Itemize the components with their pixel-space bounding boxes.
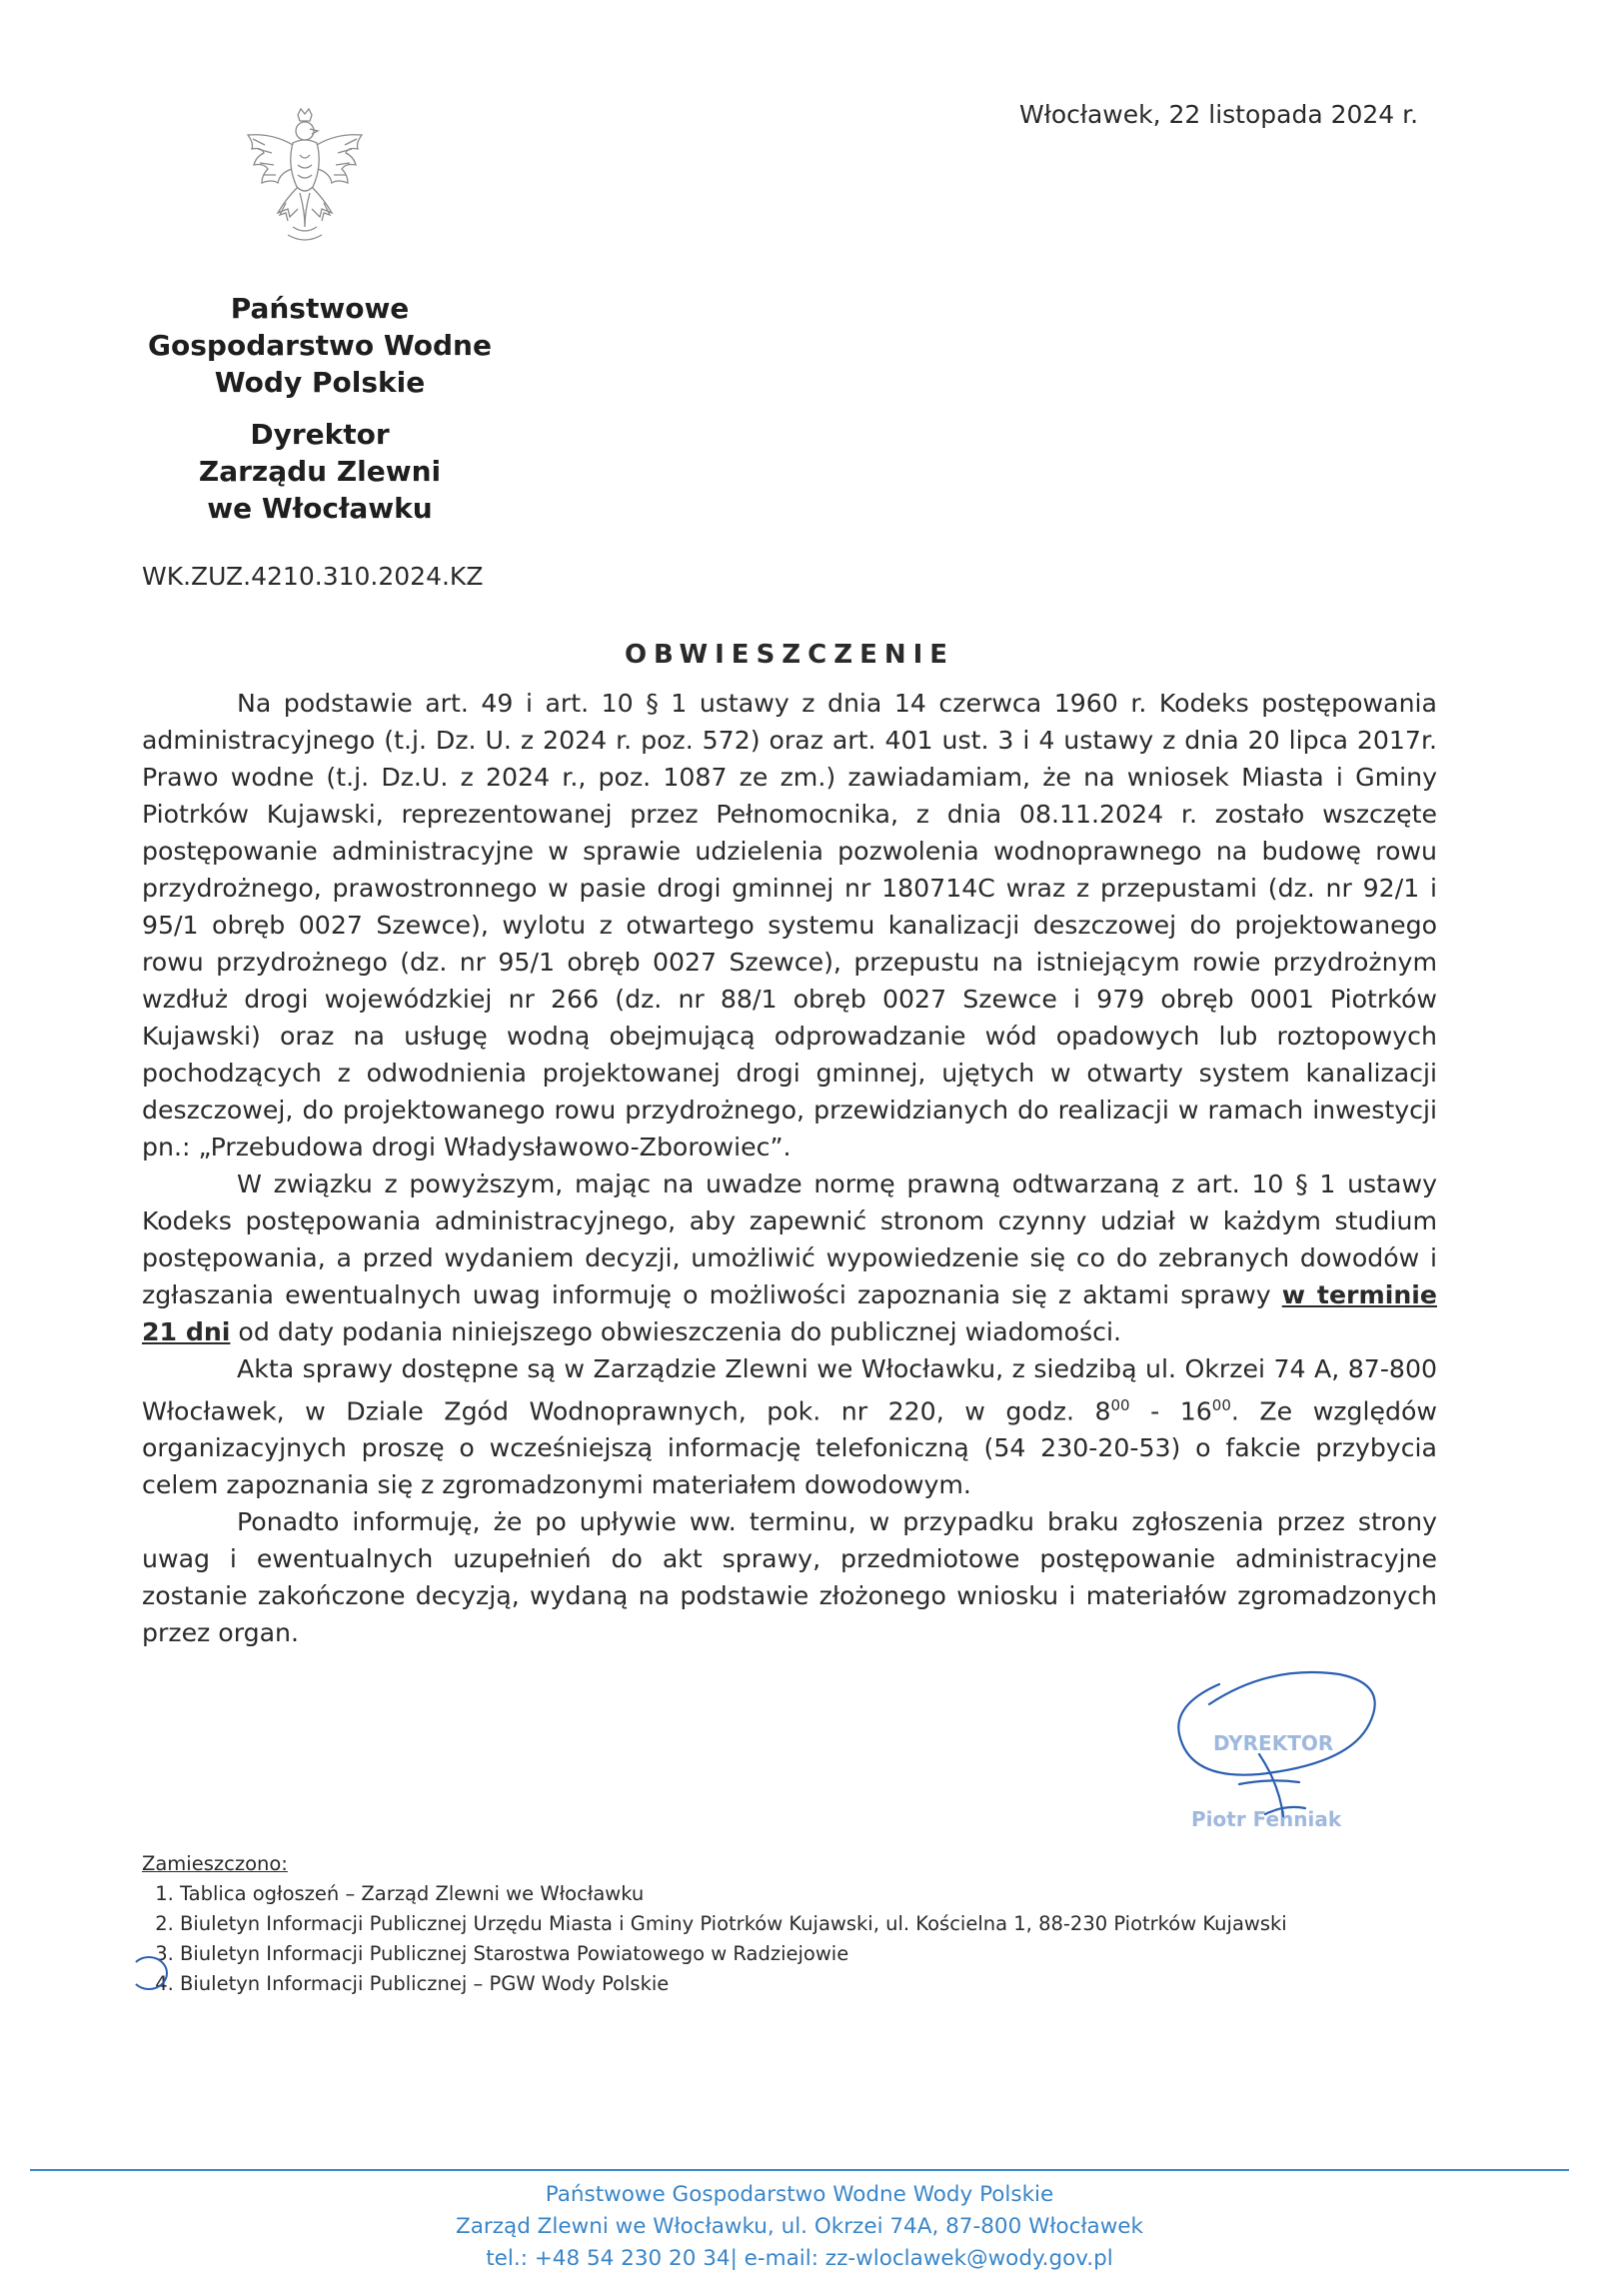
org-line: Wody Polskie	[214, 366, 426, 399]
place-date: Włocławek, 22 listopada 2024 r.	[1019, 100, 1419, 129]
hour-superscript: 00	[1110, 1396, 1130, 1414]
paragraph	[142, 1165, 1437, 1350]
paragraph-text: od daty podania niniejszego obwieszczenia do publicznej wiadomości.	[230, 1317, 1121, 1346]
paragraph: Na podstawie art. 49 i art. 10 § 1 ustawy z dnia 14 czerwca 1960 r. Kodeks postępowania administracyjnego (t.j. Dz. U. z 2024 r. poz. 572) oraz art. 401 ust. 3 i 4 ustawy z dnia 20 lipca 2017r. Prawo wodne (t.j. Dz.U. z 2024 r., poz. 1087 ze zm.) zawiadamiam, że na wniosek Miasta i Gminy Piotrków Kujawski, reprezentowanej przez Pełnomocnika, z dnia 08.11.2024 r. zostało wszczęte postępowanie administracyjne w sprawie udzielenia pozwolenia wodnoprawnego na budowę rowu przydrożnego, prawostronnego w pasie drogi gminnej nr 180714C wraz z przepustami (dz. nr 92/1 i 95/1 obręb 0027 Szewce), wylotu z otwartego systemu kanalizacji deszczowej do projektowanego rowu przydrożnego (dz. nr 95/1 obręb 0027 Szewce), przepustu na istniejącym rowie przydrożnym wzdłuż drogi wojewódzkiej nr 266 (dz. nr 88/1 obręb 0027 Szewce i 979 obręb 0001 Piotrków Kujawski) oraz na usługę wodną obejmującą odprowadzanie wód opadowych lub roztopowych pochodzących z odwodnienia projektowanej drogi gminnej, ujętych w otwarty system kanalizacji deszczowej, do projektowanego rowu przydrożnego, przewidzianych do realizacji w ramach inwestycji pn.: „Przebudowa drogi Władysławowo-Zborowiec”.	[142, 689, 1437, 1161]
handwritten-circle-mark	[130, 1956, 168, 1990]
deadline-emphasis: w terminie 21 dni	[142, 1280, 1437, 1346]
document-body	[142, 685, 1437, 1651]
paragraph-text: W związku z powyższym, mając na uwadze normę prawną odtwarzaną z art. 10 § 1 ustawy Kodeks postępowania administracyjnego, aby zapewnić stronom czynny udział w każdym studium postępowania, a przed wydaniem decyzji, umożliwić wypowiedzenie się co do zebranych dowodów i zgłaszania ewentualnych uwag informuję o możliwości zapoznania się z aktami sprawy	[142, 1169, 1437, 1309]
paragraph: Ponadto informuję, że po upływie ww. terminu, w przypadku braku zgłoszenia przez strony uwag i ewentualnych uzupełnień do akt sprawy, przedmiotowe postępowanie administracyjne zostanie zakończone decyzją, wydaną na podstawie złożonego wniosku i materiałów zgromadzonych przez organ.	[142, 1507, 1437, 1648]
stamp-name: Piotr Fehniak	[1191, 1807, 1342, 1831]
footer-line: Państwowe Gospodarstwo Wodne Wody Polskie	[545, 2182, 1054, 2207]
stamp-title: DYREKTOR	[1213, 1731, 1334, 1755]
director-line: we Włocławku	[207, 492, 433, 525]
paragraph-text: - 16	[1129, 1396, 1212, 1426]
director-line: Zarządu Zlewni	[198, 455, 442, 488]
hour-superscript: 00	[1211, 1396, 1231, 1414]
paragraph-text: Akta sprawy dostępne są w Zarządzie Zlewni we Włocławku, z siedzibą ul. Okrzei 74 A, 87-800 Włocławek, w Dziale Zgód Wodnoprawnych, pok. nr 220, w godz. 8	[142, 1354, 1437, 1426]
list-item: 1. Tablica ogłoszeń – Zarząd Zlewni we Włocławku	[180, 1879, 1441, 1909]
director-line: Dyrektor	[250, 418, 390, 451]
distribution-list	[142, 1849, 1441, 1999]
polish-eagle-emblem-icon	[238, 105, 373, 250]
paragraph	[142, 1350, 1437, 1503]
list-item: 2. Biuletyn Informacji Publicznej Urzędu Miasta i Gminy Piotrków Kujawski, ul. Kościelna 1, 88-230 Piotrków Kujawski	[180, 1909, 1441, 1939]
signature-stamp	[1169, 1664, 1419, 1849]
footer	[0, 2179, 1599, 2275]
footer-divider	[30, 2169, 1569, 2171]
distribution-title: Zamieszczono:	[142, 1852, 288, 1875]
issuer-block	[120, 290, 520, 527]
case-reference: WK.ZUZ.4210.310.2024.KZ	[142, 562, 484, 591]
footer-line: Zarząd Zlewni we Włocławku, ul. Okrzei 74A, 87-800 Włocławek	[456, 2214, 1143, 2239]
paragraph-text: . Ze względów organizacyjnych proszę o wcześniejszą informację telefoniczną (54 230-20-53) o fakcie przybycia celem zapoznania się z zgromadzonymi materiałem dowodowym.	[142, 1396, 1437, 1500]
list-item: 3. Biuletyn Informacji Publicznej Starostwa Powiatowego w Radziejowie	[180, 1939, 1441, 1969]
org-line: Gospodarstwo Wodne	[148, 329, 492, 362]
document-title: OBWIESZCZENIE	[624, 640, 955, 670]
org-line: Państwowe	[230, 292, 410, 325]
footer-line: tel.: +48 54 230 20 34| e-mail: zz-wloclawek@wody.gov.pl	[486, 2246, 1113, 2271]
list-item: 4. Biuletyn Informacji Publicznej – PGW Wody Polskie	[180, 1969, 1441, 1999]
